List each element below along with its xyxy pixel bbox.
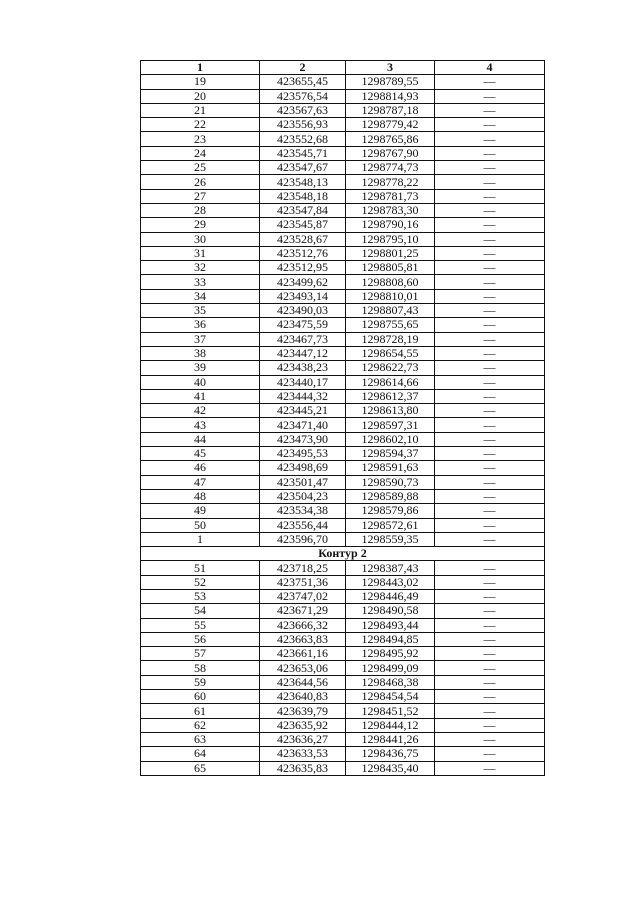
table-row (141, 532, 545, 546)
x-coordinate-cell: 423512,95 (260, 261, 346, 275)
column-4-cell: — (435, 275, 545, 289)
point-number-cell: 56 (141, 632, 260, 646)
column-4-cell: — (435, 75, 545, 89)
header-cell-1: 1 (141, 61, 260, 75)
y-coordinate-cell: 1298789,55 (346, 75, 435, 89)
x-coordinate-cell: 423547,67 (260, 161, 346, 175)
header-cell-2: 2 (260, 61, 346, 75)
column-4-cell: — (435, 647, 545, 661)
column-4-cell: — (435, 675, 545, 689)
column-4-cell: — (435, 218, 545, 232)
table-row (141, 589, 545, 603)
point-number-cell: 34 (141, 289, 260, 303)
x-coordinate-cell: 423501,47 (260, 475, 346, 489)
table-row (141, 732, 545, 746)
column-4-cell: — (435, 461, 545, 475)
x-coordinate-cell: 423663,83 (260, 632, 346, 646)
table-row (141, 661, 545, 675)
y-coordinate-cell: 1298490,58 (346, 604, 435, 618)
x-coordinate-cell: 423552,68 (260, 132, 346, 146)
column-4-cell: — (435, 146, 545, 160)
y-coordinate-cell: 1298499,09 (346, 661, 435, 675)
point-number-cell: 65 (141, 761, 260, 775)
y-coordinate-cell: 1298622,73 (346, 361, 435, 375)
column-4-cell: — (435, 632, 545, 646)
table-row (141, 561, 545, 575)
section-label: Контур 2 (141, 547, 545, 561)
x-coordinate-cell: 423639,79 (260, 704, 346, 718)
column-4-cell: — (435, 289, 545, 303)
table-row (141, 246, 545, 260)
y-coordinate-cell: 1298787,18 (346, 103, 435, 117)
table-row (141, 175, 545, 189)
table-row (141, 75, 545, 89)
point-number-cell: 51 (141, 561, 260, 575)
header-row (141, 61, 545, 75)
point-number-cell: 20 (141, 89, 260, 103)
x-coordinate-cell: 423644,56 (260, 675, 346, 689)
point-number-cell: 41 (141, 389, 260, 403)
column-4-cell: — (435, 690, 545, 704)
y-coordinate-cell: 1298613,80 (346, 404, 435, 418)
x-coordinate-cell: 423751,36 (260, 575, 346, 589)
point-number-cell: 62 (141, 718, 260, 732)
x-coordinate-cell: 423636,27 (260, 732, 346, 746)
table-row (141, 132, 545, 146)
point-number-cell: 61 (141, 704, 260, 718)
column-4-cell: — (435, 518, 545, 532)
y-coordinate-cell: 1298774,73 (346, 161, 435, 175)
y-coordinate-cell: 1298814,93 (346, 89, 435, 103)
x-coordinate-cell: 423438,23 (260, 361, 346, 375)
x-coordinate-cell: 423498,69 (260, 461, 346, 475)
x-coordinate-cell: 423635,92 (260, 718, 346, 732)
table-row (141, 346, 545, 360)
column-4-cell: — (435, 261, 545, 275)
table-row (141, 632, 545, 646)
column-4-cell: — (435, 103, 545, 117)
y-coordinate-cell: 1298810,01 (346, 289, 435, 303)
column-4-cell: — (435, 189, 545, 203)
y-coordinate-cell: 1298795,10 (346, 232, 435, 246)
column-4-cell: — (435, 575, 545, 589)
column-4-cell: — (435, 618, 545, 632)
x-coordinate-cell: 423567,63 (260, 103, 346, 117)
y-coordinate-cell: 1298805,81 (346, 261, 435, 275)
table-row (141, 218, 545, 232)
y-coordinate-cell: 1298589,88 (346, 489, 435, 503)
point-number-cell: 21 (141, 103, 260, 117)
point-number-cell: 40 (141, 375, 260, 389)
point-number-cell: 45 (141, 447, 260, 461)
table-row (141, 375, 545, 389)
x-coordinate-cell: 423548,13 (260, 175, 346, 189)
y-coordinate-cell: 1298387,43 (346, 561, 435, 575)
column-4-cell: — (435, 661, 545, 675)
point-number-cell: 26 (141, 175, 260, 189)
y-coordinate-cell: 1298790,16 (346, 218, 435, 232)
x-coordinate-cell: 423444,32 (260, 389, 346, 403)
x-coordinate-cell: 423666,32 (260, 618, 346, 632)
table-row (141, 447, 545, 461)
table-row (141, 103, 545, 117)
column-4-cell: — (435, 132, 545, 146)
column-4-cell: — (435, 732, 545, 746)
table-row (141, 389, 545, 403)
y-coordinate-cell: 1298612,37 (346, 389, 435, 403)
column-4-cell: — (435, 589, 545, 603)
point-number-cell: 48 (141, 489, 260, 503)
y-coordinate-cell: 1298559,35 (346, 532, 435, 546)
point-number-cell: 37 (141, 332, 260, 346)
column-4-cell: — (435, 246, 545, 260)
y-coordinate-cell: 1298594,37 (346, 447, 435, 461)
table-row (141, 418, 545, 432)
table-row (141, 690, 545, 704)
point-number-cell: 55 (141, 618, 260, 632)
point-number-cell: 28 (141, 203, 260, 217)
y-coordinate-cell: 1298495,92 (346, 647, 435, 661)
column-4-cell: — (435, 418, 545, 432)
x-coordinate-cell: 423548,18 (260, 189, 346, 203)
x-coordinate-cell: 423512,76 (260, 246, 346, 260)
x-coordinate-cell: 423467,73 (260, 332, 346, 346)
point-number-cell: 29 (141, 218, 260, 232)
x-coordinate-cell: 423547,84 (260, 203, 346, 217)
column-4-cell: — (435, 203, 545, 217)
table-row (141, 675, 545, 689)
x-coordinate-cell: 423490,03 (260, 304, 346, 318)
x-coordinate-cell: 423747,02 (260, 589, 346, 603)
point-number-cell: 25 (141, 161, 260, 175)
table-row (141, 189, 545, 203)
point-number-cell: 50 (141, 518, 260, 532)
point-number-cell: 33 (141, 275, 260, 289)
table-row (141, 361, 545, 375)
table-row (141, 704, 545, 718)
table-row (141, 332, 545, 346)
point-number-cell: 49 (141, 504, 260, 518)
y-coordinate-cell: 1298494,85 (346, 632, 435, 646)
table-row (141, 289, 545, 303)
y-coordinate-cell: 1298443,02 (346, 575, 435, 589)
column-4-cell: — (435, 604, 545, 618)
table-row (141, 118, 545, 132)
table-row (141, 761, 545, 775)
point-number-cell: 31 (141, 246, 260, 260)
point-number-cell: 19 (141, 75, 260, 89)
table-body (141, 75, 545, 776)
column-4-cell: — (435, 232, 545, 246)
table-row (141, 146, 545, 160)
point-number-cell: 64 (141, 747, 260, 761)
column-4-cell: — (435, 747, 545, 761)
y-coordinate-cell: 1298436,75 (346, 747, 435, 761)
x-coordinate-cell: 423576,54 (260, 89, 346, 103)
point-number-cell: 38 (141, 346, 260, 360)
point-number-cell: 35 (141, 304, 260, 318)
table-row (141, 304, 545, 318)
y-coordinate-cell: 1298591,63 (346, 461, 435, 475)
x-coordinate-cell: 423528,67 (260, 232, 346, 246)
x-coordinate-cell: 423655,45 (260, 75, 346, 89)
table-row (141, 747, 545, 761)
y-coordinate-cell: 1298807,43 (346, 304, 435, 318)
point-number-cell: 42 (141, 404, 260, 418)
column-4-cell: — (435, 447, 545, 461)
y-coordinate-cell: 1298614,66 (346, 375, 435, 389)
table-row (141, 161, 545, 175)
column-4-cell: — (435, 532, 545, 546)
x-coordinate-cell: 423493,14 (260, 289, 346, 303)
point-number-cell: 63 (141, 732, 260, 746)
point-number-cell: 22 (141, 118, 260, 132)
column-4-cell: — (435, 89, 545, 103)
table-row (141, 203, 545, 217)
column-4-cell: — (435, 118, 545, 132)
point-number-cell: 54 (141, 604, 260, 618)
table-row (141, 89, 545, 103)
x-coordinate-cell: 423671,29 (260, 604, 346, 618)
y-coordinate-cell: 1298590,73 (346, 475, 435, 489)
y-coordinate-cell: 1298451,52 (346, 704, 435, 718)
table-row (141, 518, 545, 532)
x-coordinate-cell: 423534,38 (260, 504, 346, 518)
y-coordinate-cell: 1298779,42 (346, 118, 435, 132)
column-4-cell: — (435, 361, 545, 375)
column-4-cell: — (435, 161, 545, 175)
column-4-cell: — (435, 504, 545, 518)
x-coordinate-cell: 423556,93 (260, 118, 346, 132)
x-coordinate-cell: 423445,21 (260, 404, 346, 418)
table-row (141, 318, 545, 332)
point-number-cell: 44 (141, 432, 260, 446)
table-row (141, 404, 545, 418)
x-coordinate-cell: 423635,83 (260, 761, 346, 775)
column-4-cell: — (435, 389, 545, 403)
y-coordinate-cell: 1298728,19 (346, 332, 435, 346)
table-row (141, 575, 545, 589)
column-4-cell: — (435, 332, 545, 346)
table-header (141, 61, 545, 75)
x-coordinate-cell: 423471,40 (260, 418, 346, 432)
y-coordinate-cell: 1298755,65 (346, 318, 435, 332)
x-coordinate-cell: 423545,71 (260, 146, 346, 160)
y-coordinate-cell: 1298493,44 (346, 618, 435, 632)
table-row (141, 604, 545, 618)
y-coordinate-cell: 1298778,22 (346, 175, 435, 189)
column-4-cell: — (435, 432, 545, 446)
y-coordinate-cell: 1298454,54 (346, 690, 435, 704)
x-coordinate-cell: 423661,16 (260, 647, 346, 661)
column-4-cell: — (435, 318, 545, 332)
x-coordinate-cell: 423653,06 (260, 661, 346, 675)
table-row (141, 232, 545, 246)
coordinates-table (140, 60, 545, 776)
column-4-cell: — (435, 561, 545, 575)
y-coordinate-cell: 1298579,86 (346, 504, 435, 518)
y-coordinate-cell: 1298468,38 (346, 675, 435, 689)
point-number-cell: 46 (141, 461, 260, 475)
table-row (141, 461, 545, 475)
y-coordinate-cell: 1298441,26 (346, 732, 435, 746)
x-coordinate-cell: 423596,70 (260, 532, 346, 546)
column-4-cell: — (435, 346, 545, 360)
point-number-cell: 58 (141, 661, 260, 675)
y-coordinate-cell: 1298597,31 (346, 418, 435, 432)
column-4-cell: — (435, 375, 545, 389)
x-coordinate-cell: 423473,90 (260, 432, 346, 446)
point-number-cell: 60 (141, 690, 260, 704)
point-number-cell: 52 (141, 575, 260, 589)
table-row (141, 504, 545, 518)
y-coordinate-cell: 1298435,40 (346, 761, 435, 775)
y-coordinate-cell: 1298783,30 (346, 203, 435, 217)
table-row (141, 489, 545, 503)
column-4-cell: — (435, 718, 545, 732)
point-number-cell: 36 (141, 318, 260, 332)
x-coordinate-cell: 423447,12 (260, 346, 346, 360)
table-row (141, 261, 545, 275)
point-number-cell: 47 (141, 475, 260, 489)
column-4-cell: — (435, 475, 545, 489)
y-coordinate-cell: 1298602,10 (346, 432, 435, 446)
column-4-cell: — (435, 489, 545, 503)
header-cell-4: 4 (435, 61, 545, 75)
point-number-cell: 43 (141, 418, 260, 432)
point-number-cell: 57 (141, 647, 260, 661)
y-coordinate-cell: 1298572,61 (346, 518, 435, 532)
x-coordinate-cell: 423495,53 (260, 447, 346, 461)
column-4-cell: — (435, 704, 545, 718)
x-coordinate-cell: 423633,53 (260, 747, 346, 761)
point-number-cell: 27 (141, 189, 260, 203)
column-4-cell: — (435, 304, 545, 318)
header-cell-3: 3 (346, 61, 435, 75)
section-row (141, 547, 545, 561)
y-coordinate-cell: 1298767,90 (346, 146, 435, 160)
y-coordinate-cell: 1298765,86 (346, 132, 435, 146)
point-number-cell: 59 (141, 675, 260, 689)
table-row (141, 718, 545, 732)
point-number-cell: 53 (141, 589, 260, 603)
column-4-cell: — (435, 404, 545, 418)
column-4-cell: — (435, 175, 545, 189)
point-number-cell: 30 (141, 232, 260, 246)
table-row (141, 432, 545, 446)
x-coordinate-cell: 423545,87 (260, 218, 346, 232)
column-4-cell: — (435, 761, 545, 775)
y-coordinate-cell: 1298801,25 (346, 246, 435, 260)
table-row (141, 275, 545, 289)
point-number-cell: 1 (141, 532, 260, 546)
point-number-cell: 32 (141, 261, 260, 275)
table-row (141, 647, 545, 661)
table-row (141, 475, 545, 489)
point-number-cell: 39 (141, 361, 260, 375)
table-row (141, 618, 545, 632)
point-number-cell: 24 (141, 146, 260, 160)
point-number-cell: 23 (141, 132, 260, 146)
y-coordinate-cell: 1298781,73 (346, 189, 435, 203)
y-coordinate-cell: 1298446,49 (346, 589, 435, 603)
x-coordinate-cell: 423504,23 (260, 489, 346, 503)
y-coordinate-cell: 1298654,55 (346, 346, 435, 360)
x-coordinate-cell: 423475,59 (260, 318, 346, 332)
x-coordinate-cell: 423499,62 (260, 275, 346, 289)
x-coordinate-cell: 423640,83 (260, 690, 346, 704)
y-coordinate-cell: 1298444,12 (346, 718, 435, 732)
x-coordinate-cell: 423556,44 (260, 518, 346, 532)
x-coordinate-cell: 423440,17 (260, 375, 346, 389)
x-coordinate-cell: 423718,25 (260, 561, 346, 575)
y-coordinate-cell: 1298808,60 (346, 275, 435, 289)
